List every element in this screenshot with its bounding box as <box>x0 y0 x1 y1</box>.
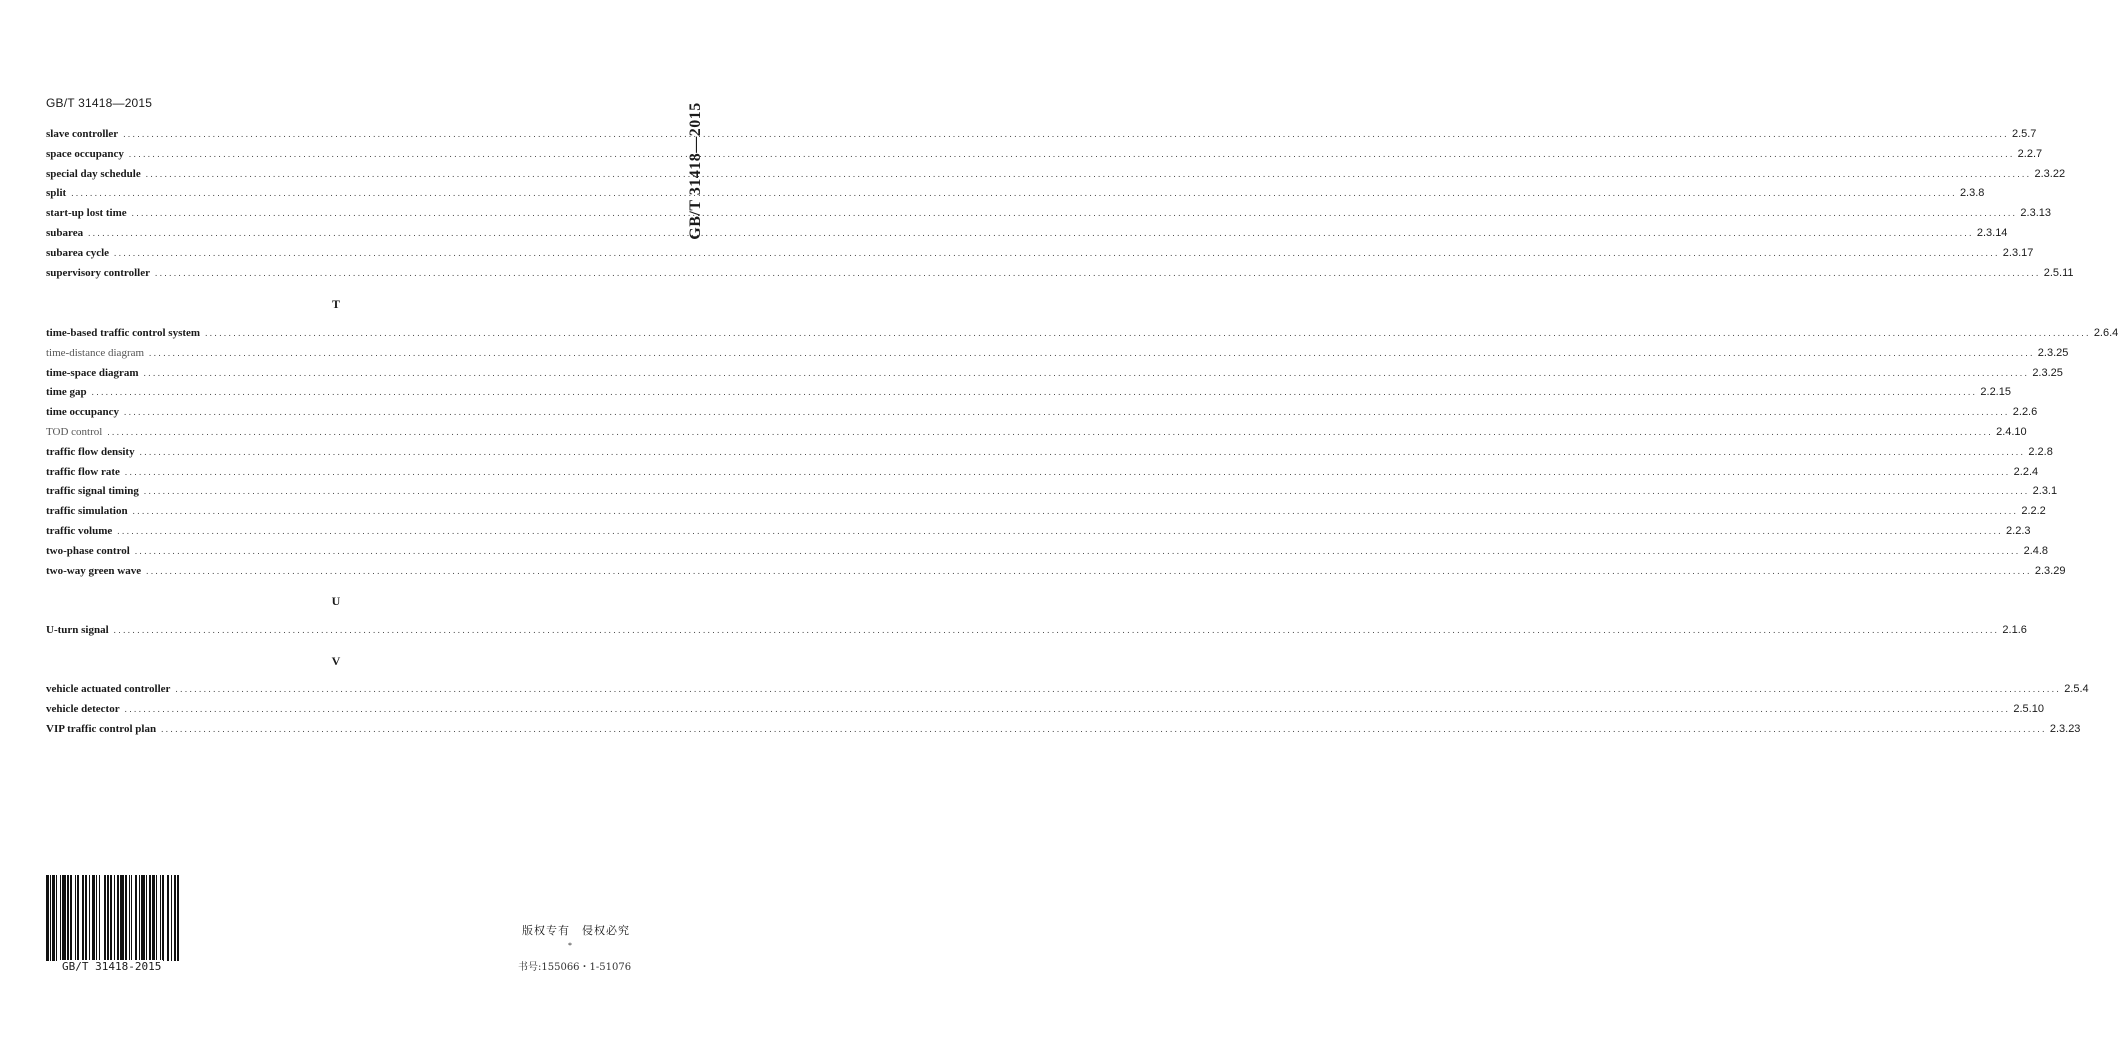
dot-leader: ................................................................................................................................................................................................................................................................................................................................................................................................................ <box>204 330 2090 338</box>
clause-reference: 2.3.22 <box>2034 167 2066 180</box>
side-standard-code-text: GB/T 31418—2015 <box>687 102 704 240</box>
clause-reference: 2.5.10 <box>2013 702 2044 715</box>
dot-leader: ................................................................................................................................................................................................................................................................................................................................................................................................................ <box>145 567 2031 576</box>
dot-leader: ................................................................................................................................................................................................................................................................................................................................................................................................................ <box>123 468 2010 477</box>
index-term: traffic signal timing <box>46 485 139 498</box>
clause-reference: 2.1.6 <box>2002 624 2027 636</box>
section-letter-heading: T <box>331 297 340 311</box>
index-entry <box>46 406 2038 426</box>
clause-reference: 2.3.1 <box>2032 485 2058 498</box>
index-term: two-way green wave <box>46 564 142 577</box>
dot-leader: ................................................................................................................................................................................................................................................................................................................................................................................................................ <box>133 547 2020 556</box>
index-entry <box>46 346 2069 367</box>
clause-reference: 2.3.8 <box>1959 187 1985 200</box>
clause-reference: 2.3.13 <box>2020 207 2051 220</box>
dot-leader: ................................................................................................................................................................................................................................................................................................................................................................................................................ <box>112 627 1999 635</box>
index-entry <box>46 167 2066 188</box>
index-entry <box>46 128 2037 148</box>
index-term: time-space diagram <box>46 366 139 379</box>
clause-reference: 2.2.2 <box>2021 505 2046 518</box>
dot-leader: ................................................................................................................................................................................................................................................................................................................................................................................................................ <box>130 210 2017 219</box>
index-term: subarea <box>46 226 84 239</box>
index-term: traffic flow density <box>46 445 135 458</box>
index-term: slave controller <box>46 128 119 140</box>
clause-reference: 2.3.29 <box>2034 564 2066 577</box>
clause-reference: 2.5.4 <box>2064 683 2089 695</box>
dot-leader: ................................................................................................................................................................................................................................................................................................................................................................................................................ <box>90 389 1977 398</box>
clause-reference: 2.5.11 <box>2043 266 2074 279</box>
clause-reference: 2.5.7 <box>2011 128 2037 140</box>
index-term: time-based traffic control system <box>46 327 201 339</box>
dot-leader: ................................................................................................................................................................................................................................................................................................................................................................................................................ <box>160 725 2046 734</box>
index-entry <box>46 147 2043 168</box>
index-term: space occupancy <box>46 147 124 160</box>
clause-reference: 2.3.25 <box>2037 346 2069 359</box>
copyright-notice: 版权专有 侵权必究 <box>522 924 630 937</box>
dot-leader: ................................................................................................................................................................................................................................................................................................................................................................................................................ <box>142 488 2029 497</box>
clause-reference: 2.3.25 <box>2032 366 2063 379</box>
dot-leader: ................................................................................................................................................................................................................................................................................................................................................................................................................ <box>116 527 2003 536</box>
index-entry <box>46 246 2034 267</box>
section-letter-heading: V <box>331 654 341 668</box>
index-entry <box>46 624 2027 644</box>
index-entry <box>46 386 2011 406</box>
clause-reference: 2.2.15 <box>1980 386 2011 399</box>
dot-leader: ................................................................................................................................................................................................................................................................................................................................................................................................................ <box>87 229 1973 238</box>
clause-reference: 2.3.14 <box>1976 226 2008 239</box>
star-mark: * <box>568 941 572 950</box>
dot-leader: ................................................................................................................................................................................................................................................................................................................................................................................................................ <box>106 428 1993 437</box>
clause-reference: 2.4.10 <box>1996 425 2027 438</box>
barcode <box>46 875 234 973</box>
index-entry <box>46 564 2066 585</box>
clause-reference: 2.3.23 <box>2049 722 2081 735</box>
index-term: subarea cycle <box>46 246 110 259</box>
dot-leader: ................................................................................................................................................................................................................................................................................................................................................................................................................ <box>113 249 1999 258</box>
clause-reference: 2.2.8 <box>2028 445 2053 458</box>
index-entry <box>46 702 2044 723</box>
index-term: time occupancy <box>46 406 120 419</box>
index-section <box>46 624 2027 644</box>
index-term: traffic volume <box>46 524 113 537</box>
index-entry <box>46 485 2058 505</box>
index-term: vehicle detector <box>46 702 120 715</box>
index-term: traffic simulation <box>46 505 128 518</box>
index-entry <box>46 226 2008 247</box>
index-term: two-phase control <box>46 544 130 557</box>
index-entry <box>46 366 2063 387</box>
index-entry <box>46 544 2049 565</box>
clause-reference: 2.4.8 <box>2023 544 2049 557</box>
clause-reference: 2.2.6 <box>2012 406 2038 419</box>
index-entry <box>46 187 1985 207</box>
dot-leader: ................................................................................................................................................................................................................................................................................................................................................................................................................ <box>123 705 2010 714</box>
dot-leader: ................................................................................................................................................................................................................................................................................................................................................................................................................ <box>142 369 2029 378</box>
index-term: time gap <box>46 386 87 399</box>
index-term: traffic flow rate <box>46 465 120 478</box>
index-entry <box>46 207 2051 227</box>
clause-reference: 2.2.7 <box>2017 147 2043 160</box>
index-entry <box>46 445 2053 466</box>
dot-leader: ................................................................................................................................................................................................................................................................................................................................................................................................................ <box>122 131 2008 139</box>
barcode-text: GB/T 31418-2015 <box>62 960 162 973</box>
section-letter-heading: U <box>331 594 341 608</box>
barcode-bars <box>46 875 234 961</box>
clause-reference: 2.6.4 <box>2093 327 2118 339</box>
dot-leader: ................................................................................................................................................................................................................................................................................................................................................................................................................ <box>148 349 2034 358</box>
index-term: VIP traffic control plan <box>46 722 157 735</box>
index-term: special day schedule <box>46 167 141 180</box>
clause-reference: 2.2.3 <box>2006 524 2031 537</box>
index-section <box>46 683 2089 742</box>
dot-leader: ................................................................................................................................................................................................................................................................................................................................................................................................................ <box>138 448 2025 457</box>
index-term: TOD control <box>46 425 103 438</box>
index-entry <box>46 505 2046 525</box>
clause-reference: 2.2.4 <box>2013 465 2039 478</box>
index-term: start-up lost time <box>46 207 127 220</box>
index-entry <box>46 465 2039 486</box>
index-term: time-distance diagram <box>46 346 145 359</box>
dot-leader: ................................................................................................................................................................................................................................................................................................................................................................................................................ <box>174 686 2061 694</box>
index-entry <box>46 266 2074 287</box>
dot-leader: ................................................................................................................................................................................................................................................................................................................................................................................................................ <box>131 508 2018 517</box>
standard-code-header: GB/T 31418—2015 <box>46 96 153 110</box>
index-term: vehicle actuated controller <box>46 683 171 695</box>
dot-leader: ................................................................................................................................................................................................................................................................................................................................................................................................................ <box>70 190 1956 199</box>
book-number: 书号:155066・1-51076 <box>518 962 632 973</box>
index-entry <box>46 524 2031 545</box>
index-entry <box>46 722 2081 743</box>
index-section <box>46 327 2118 584</box>
index-term: split <box>46 187 67 200</box>
index-term: U-turn signal <box>46 624 109 636</box>
dot-leader: ................................................................................................................................................................................................................................................................................................................................................................................................................ <box>123 409 2009 418</box>
dot-leader: ................................................................................................................................................................................................................................................................................................................................................................................................................ <box>153 269 2040 278</box>
index-entry <box>46 327 2118 347</box>
index-entry <box>46 425 2027 446</box>
index-entry <box>46 683 2089 703</box>
dot-leader: ................................................................................................................................................................................................................................................................................................................................................................................................................ <box>144 170 2031 179</box>
clause-reference: 2.3.17 <box>2002 246 2034 259</box>
index-term: supervisory controller <box>46 266 150 279</box>
dot-leader: ................................................................................................................................................................................................................................................................................................................................................................................................................ <box>127 150 2014 159</box>
